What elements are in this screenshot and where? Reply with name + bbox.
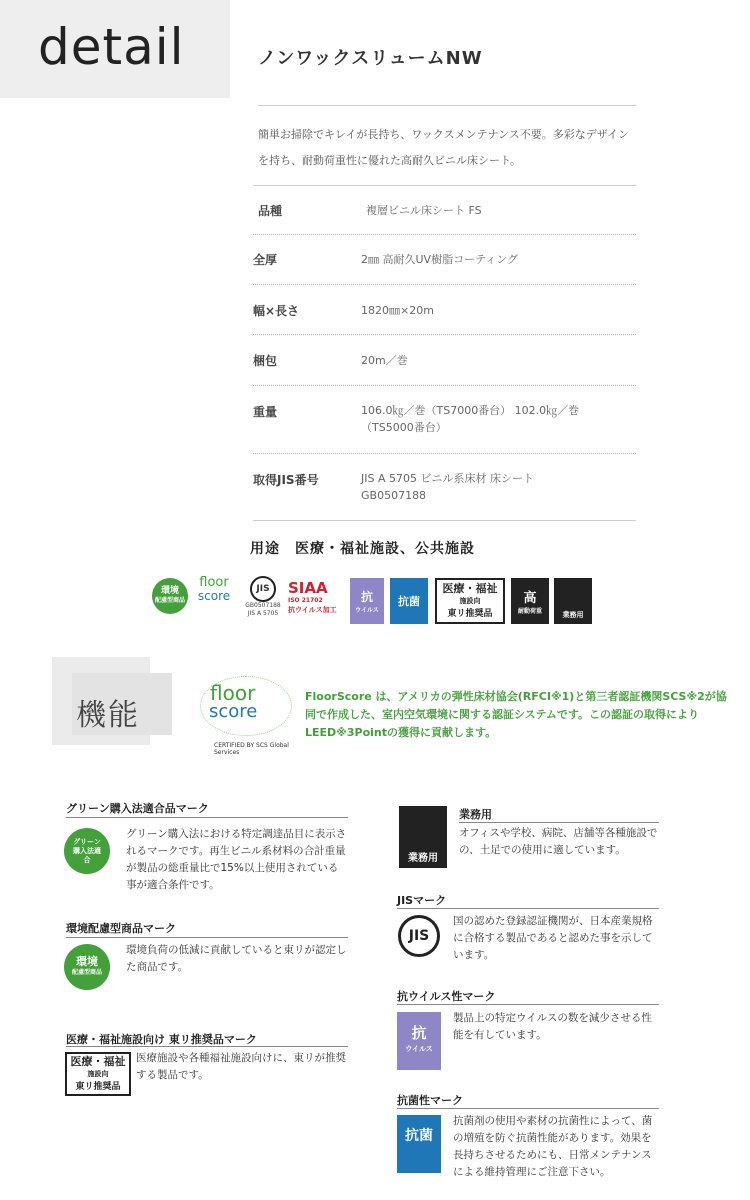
kankyo-mark-icon [64, 944, 110, 990]
virus-icon-sub: ウイルス [405, 1045, 433, 1053]
section-rule [66, 817, 348, 818]
kankyo-mark-body: 環境負荷の低減に貢献していると東リが認定した商品です。 [126, 944, 347, 973]
kankyo-label: 環境 [160, 586, 179, 596]
spec-label: 重量 [253, 405, 278, 419]
high-load-badge [511, 578, 549, 624]
antivirus-char: 抗 [360, 590, 373, 604]
antibacterial-badge: 抗菌 [390, 578, 428, 624]
iryo-badge [435, 578, 505, 624]
section-rule [66, 937, 348, 938]
floorscore-score-text: score [209, 701, 258, 722]
iryo-line2: 施設向 [459, 596, 481, 605]
section-rule [397, 1004, 659, 1005]
high-sub: 耐動荷重 [517, 608, 542, 615]
high-char: 高 [523, 591, 537, 606]
divider [253, 284, 636, 285]
siaa-iso: ISO 21702 [288, 597, 323, 604]
floorscore-caption: CERTIFIED BY SCS Global Services [214, 742, 289, 756]
floor-word: floor [199, 575, 229, 590]
divider [253, 185, 636, 186]
iryo-icon-line1: 医療・福祉 [70, 1054, 126, 1068]
iryo-line1: 医療・福祉 [442, 581, 498, 595]
siaa-word: SIAA [288, 579, 328, 597]
iryo-icon-line3: 東リ推奨品 [75, 1081, 121, 1092]
jis-number: GB0507188 [245, 602, 281, 609]
iryo-mark-title: 医療・福祉施設向け 東リ推奨品マーク [66, 1033, 257, 1046]
siaa-sub: 抗ウイルス加工 [288, 606, 337, 614]
jis-icon: JIS [250, 576, 276, 602]
kino-heading: 機能 [76, 698, 140, 733]
green-mark-title: グリーン購入法適合品マーク [66, 802, 209, 815]
siaa-badge [288, 580, 343, 626]
virus-mark-title: 抗ウイルス性マーク [397, 990, 496, 1003]
jis-mark-body: 国の認めた登録認証機関が、日本産業規格に合格する製品であると認めた事を示しています。 [453, 915, 653, 961]
spec-value: 1820㎜×20m [361, 304, 434, 317]
kokin-mark-title: 抗菌性マーク [397, 1094, 463, 1107]
antivirus-badge [350, 578, 384, 624]
floorscore-badge [190, 576, 238, 624]
divider [253, 334, 636, 335]
jis-mark-icon: JIS [398, 915, 440, 957]
section-rule [397, 1108, 659, 1109]
antivirus-sub: ウイルス [355, 607, 379, 614]
kankyo-badge [152, 578, 188, 614]
spec-value: 複層ビニル床シート FS [366, 204, 482, 217]
kankyo-sub: 配慮型商品 [154, 597, 185, 604]
green-purchase-icon: グリーン購入法適合 [64, 828, 110, 874]
jis-badge [243, 576, 283, 626]
virus-mark-body: 製品上の特定ウイルスの数を減少させる性能を有しています。 [453, 1012, 652, 1041]
iryo-line3: 東リ推奨品 [447, 608, 493, 619]
spec-label: 幅×長さ [253, 304, 300, 318]
iryo-mark-body: 医療施設や各種福祉施設向けに、東リが推奨する製品です。 [136, 1052, 346, 1081]
gyomu-mark-icon: 業務用 [399, 806, 447, 868]
divider [253, 385, 636, 386]
gyomu-mark-title: 業務用 [459, 808, 492, 821]
score-word: score [197, 589, 231, 603]
section-rule [459, 822, 659, 823]
detail-heading: detail [38, 18, 185, 76]
floorscore-description: FloorScore は、アメリカの弾性床材協会(RFCI※1)と第三者認証機関SCS※2が協同で作成した、室内空気環境に関する認証システムです。この認証の取得によりLEED※3Pointの獲得に貢献します。 [305, 690, 727, 739]
jis-mark-title: JISマーク [397, 894, 447, 907]
spec-label: 取得JIS番号 [253, 473, 319, 487]
kankyo-icon-text: 環境 [76, 955, 98, 968]
divider [253, 453, 636, 454]
green-mark-body: グリーン購入法における特定調達品目に表示されるマークです。再生ビニル系材料の合計重量が製品の総重量比で15%以上使用されている事が適合条件です。 [126, 828, 347, 891]
spec-value: 2㎜ 高耐久UV樹脂コーティング [361, 253, 518, 266]
divider [253, 234, 636, 235]
section-rule [397, 908, 659, 909]
divider [258, 105, 636, 106]
kankyo-icon-sub: 配慮型商品 [71, 969, 102, 976]
kankyo-mark-title: 環境配慮型商品マーク [66, 922, 176, 935]
spec-label: 梱包 [253, 354, 278, 368]
virus-mark-icon [397, 1012, 441, 1070]
spec-value: JIS A 5705 ビニル系床材 床シート GB0507188 [361, 472, 534, 502]
spec-label: 品種 [258, 204, 283, 218]
section-rule [66, 1046, 348, 1047]
kokin-mark-icon: 抗菌 [397, 1115, 441, 1173]
spec-value: 20m／巻 [361, 354, 408, 367]
virus-icon-char: 抗 [411, 1024, 427, 1042]
iryo-mark-icon [65, 1052, 131, 1096]
product-name: ノンワックスリュームNW [258, 48, 483, 69]
usage-line: 用途 医療・福祉施設、公共施設 [250, 541, 475, 557]
jis-standard: JIS A 5705 [247, 610, 279, 617]
gyomu-mark-body: オフィスや学校、病院、店舗等各種施設での、土足での使用に適しています。 [459, 827, 658, 856]
kokin-mark-body: 抗菌剤の使用や素材の抗菌性によって、菌の増殖を防ぐ抗菌性能があります。効果を長持ちさせるためにも、日常メンテナンスによる維持管理にご注意下さい。 [453, 1115, 653, 1178]
spec-value: 106.0㎏／巻（TS7000番台） 102.0㎏／巻（TS5000番台） [361, 404, 580, 434]
product-intro: 簡単お掃除でキレイが長持ち、ワックスメンテナンス不要。多彩なデザインを持ち、耐動荷重性に優れた高耐久ビニル床シート。 [258, 128, 630, 167]
floorscore-floor-text: floor [210, 681, 256, 705]
divider [253, 520, 636, 521]
gyomu-badge: 業務用 [554, 578, 592, 624]
spec-label: 全厚 [253, 253, 278, 267]
iryo-icon-line2: 施設向 [87, 1069, 109, 1078]
